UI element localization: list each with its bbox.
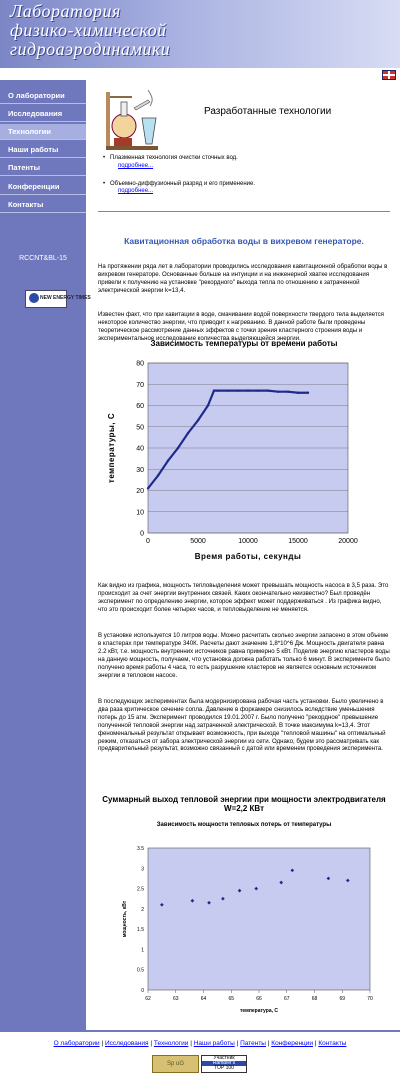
- footer-separator: |: [313, 1040, 319, 1047]
- chart1-point: [227, 389, 229, 391]
- technologies-title: Разработанные технологии: [204, 106, 332, 117]
- chart1-point: [177, 447, 179, 449]
- chart2-ytick-label: 1: [141, 947, 144, 954]
- header-line-1: Лаборатория: [10, 1, 121, 21]
- chart2-xtick-label: 62: [145, 996, 151, 1002]
- chart1-xtick-label: 15000: [288, 538, 308, 545]
- footer-link-1[interactable]: О лаборатории: [53, 1040, 100, 1047]
- chart1-point: [247, 389, 249, 391]
- rambler-top100-counter[interactable]: [201, 1055, 247, 1073]
- chart-temperature-vs-time: [98, 353, 390, 571]
- chart1-point: [257, 389, 259, 391]
- chart1-xtick-label: 10000: [238, 538, 258, 545]
- footer-link-5[interactable]: Патенты: [240, 1040, 266, 1047]
- chart1-point: [307, 392, 309, 394]
- sidebar-item-4[interactable]: Наши работы: [0, 142, 86, 158]
- chart2-xtick-label: 66: [256, 996, 262, 1002]
- lab-equipment-icon: [104, 88, 160, 152]
- counter-line-3: TOP 100: [214, 1065, 234, 1071]
- sidebar-item-5[interactable]: Патенты: [0, 160, 86, 176]
- footer-separator: |: [234, 1040, 241, 1047]
- chart1-ytick-label: 10: [136, 509, 144, 517]
- article-paragraph-5: В последующих экспериментах была модернизирована рабочая часть установки. Было увеличено в два раза критическое сечение сопла. Давление в форкамере снизилось вследствие уменьшения потерь до 15 атм. Эксперимент проводился 19.01.2007 г. Было получено "рекордное" превышение полученной тепловой энергии над затраченной электрической. В точке максимума k=13,4. Этот феноменальный результат открывает возможность, при выходе "тепловой машины" на оптимальный режим, отказаться от забора электрической энергии из сети. Однако, будем это рассматривать как предварительный результат, возможно связанный с датой или временем проведения эксперимента.: [98, 698, 386, 753]
- divider: [98, 211, 390, 212]
- chart1-ytick-label: 30: [136, 466, 144, 474]
- footer-separator: |: [188, 1040, 194, 1047]
- badge-text: NEW ENERGY TIMES: [40, 295, 91, 301]
- chart2-ytick-label: 0.5: [137, 967, 144, 974]
- chart1-ytick-label: 60: [136, 403, 144, 410]
- article-paragraph-4: В установке используется 10 литров воды. Можно расчитать сколько энергии запасено в этом объеме в кластерах при температуре 340К. Расчеты дают значение 1,8*10^6 Дж. Мощность двигателя равна 2.2 кВт, т.е. мощность внутренних источников равна примерно 5 кВт. Поделив энергию кластеров воды на данную мощность, получаем, что установка должна работать только 6 минут. В эксперименте было получено время работы 4 часа, то есть разрушение кластеров не является основным источником энергии в тепловом насосе.: [98, 632, 390, 679]
- chart1-point: [287, 390, 289, 392]
- new-energy-times-badge[interactable]: [25, 290, 91, 308]
- tech-item-1-more-link[interactable]: подробнее...: [118, 163, 154, 169]
- header-line-3: гидроаэродинамики: [10, 39, 171, 59]
- globe-icon: [29, 293, 39, 303]
- chart1-point: [187, 432, 189, 434]
- article-paragraph-1: На протяжении ряда лет в лаборатории проводились исследования кавитационной обработки воды в вихревом генераторе. Основанные больше на интуиции и на инженерной хватке исследования привели к получению на установке "рекордного" выхода тепла по отношению к затраченной электрической энергии k=13,4.: [98, 263, 388, 294]
- chart1-title: Зависимость температуры от времени работы: [150, 339, 338, 348]
- chart2-xtick-label: 64: [200, 996, 207, 1002]
- site-header: [0, 0, 400, 68]
- chart2-ylabel: мощность, кВт: [122, 900, 128, 938]
- chart1-point: [197, 419, 199, 421]
- chart2-xlabel: температура, С: [239, 1008, 279, 1014]
- chart1-point: [167, 460, 169, 462]
- chart2-xtick-label: 63: [172, 996, 179, 1002]
- chart1-xtick-label: 5000: [190, 538, 206, 545]
- footer-separator: |: [148, 1040, 154, 1047]
- chart2-ytick-label: 3: [141, 866, 144, 873]
- chart1-point: [213, 389, 215, 391]
- tech-item-1-text: • Плазменная технология очистки сточных вод.: [110, 155, 238, 161]
- sidebar-item-1[interactable]: О лаборатории: [0, 88, 86, 104]
- chart2-ytick-label: 1.5: [137, 927, 144, 934]
- article-paragraph-3: Как видно из графика, мощность тепловыделения может превышать мощность насоса в 3,5 раза. Это происходит за счет энергии внутренних связей. Каких окончательно неизвестно? Был проведён эксперимент по определению энергии, которое эффект может поддерживаться . Из графика видно, что это происходит более четырех часов, и тепловыделение не меняется.: [98, 582, 389, 613]
- tech-item-2-more-link[interactable]: подробнее...: [118, 188, 154, 194]
- chart1-ytick-label: 0: [140, 530, 144, 538]
- chart1-point: [217, 389, 219, 391]
- sidebar-item-7[interactable]: Контакты: [0, 197, 86, 213]
- chart1-xtick-label: 20000: [338, 538, 358, 545]
- chart1-point: [267, 389, 269, 391]
- chart2-ytick-label: 0: [141, 988, 144, 994]
- chart2-plot-area: [148, 848, 370, 990]
- sidebar-item-3[interactable]: Технологии: [0, 124, 86, 140]
- chart1-ylabel: температуры, С: [107, 412, 116, 484]
- footer-link-3[interactable]: Технологии: [153, 1040, 189, 1047]
- chart1-point: [297, 392, 299, 394]
- footer-separator: |: [99, 1040, 105, 1047]
- chart1-point: [237, 389, 239, 391]
- chart2-subtitle: Зависимость мощности тепловых потерь от температуры: [156, 822, 332, 828]
- chart2-ytick-label: 2.5: [137, 886, 144, 893]
- chart1-point: [157, 474, 159, 476]
- chart1-point: [277, 390, 279, 392]
- chart2-xtick-label: 65: [228, 996, 235, 1002]
- article-paragraph-2: Известен факт, что при кавитации в воде, смачивании водой поверхности твердого тела выделяется некоторое количество энергии, что приводит к нагреванию. В данной работе были проведены теоретическое рассмотрение данных эффектов с точки зрения кластерного строения воды и экспериментальное исследование количества выделяющейся энергии.: [98, 311, 384, 342]
- tech-item-2-text: • Объемно-диффузионный разряд и его применение.: [110, 181, 255, 187]
- chart1-ytick-label: 80: [136, 360, 144, 368]
- chart-power-vs-temperature: [98, 818, 390, 1018]
- chart2-ytick-label: 3.5: [137, 846, 144, 852]
- chart1-point: [147, 487, 149, 489]
- rccnt-link[interactable]: RCCNT&BL-15: [19, 255, 67, 262]
- chart1-ytick-label: 40: [136, 445, 144, 453]
- chart1-ytick-label: 20: [136, 488, 144, 495]
- chart2-ytick-label: 2: [141, 906, 144, 913]
- chart1-ytick-label: 70: [136, 381, 144, 389]
- footer-divider: [0, 1030, 400, 1032]
- chart2-xtick-label: 69: [339, 996, 346, 1002]
- counter-line-1: Участник: [213, 1055, 235, 1061]
- chart1-point: [207, 404, 209, 406]
- chart1-ytick-label: 50: [136, 424, 144, 432]
- chart1-xtick-label: 0: [146, 538, 150, 545]
- footer-separator: |: [265, 1040, 272, 1047]
- chart2-xtick-label: 67: [283, 996, 290, 1002]
- spylog-counter[interactable]: Sp uG: [152, 1055, 199, 1073]
- footer-link-6[interactable]: Конференции: [271, 1040, 314, 1047]
- footer-nav: [0, 1040, 400, 1047]
- chart1-xlabel: Время работы, секунды: [194, 552, 302, 561]
- sidebar-item-2[interactable]: Исследования: [0, 106, 86, 122]
- counter-line-2: Rambler's: [202, 1061, 246, 1066]
- sidebar-item-6[interactable]: Конференции: [0, 179, 86, 195]
- chart2-xtick-label: 70: [367, 996, 373, 1002]
- english-flag-icon[interactable]: [382, 70, 396, 80]
- article-heading: Кавитационная обработка воды в вихревом генераторе.: [124, 236, 364, 246]
- header-line-2: физико-химической: [10, 20, 167, 40]
- footer-link-7[interactable]: Контакты: [318, 1040, 347, 1047]
- sidebar: [0, 80, 91, 1030]
- chart2-xtick-label: 68: [311, 996, 318, 1002]
- footer-link-2[interactable]: Исследования: [104, 1040, 149, 1047]
- chart2-title: Суммарный выход тепловой энергии при мощности электродвигателя W=2,2 КВт: [102, 795, 386, 813]
- footer-link-4[interactable]: Наши работы: [193, 1040, 235, 1047]
